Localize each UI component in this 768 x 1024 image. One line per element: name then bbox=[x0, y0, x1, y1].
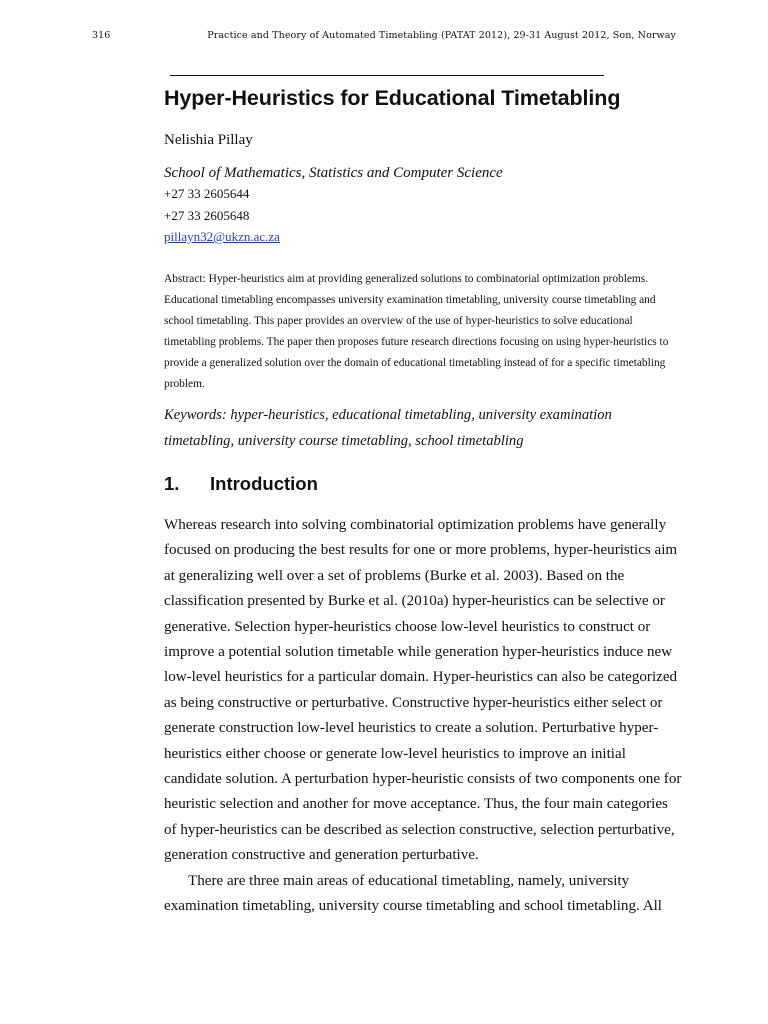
paper-content bbox=[164, 84, 684, 920]
section-body bbox=[164, 513, 684, 920]
section-number: 1. bbox=[164, 473, 180, 494]
section-heading bbox=[164, 471, 684, 497]
author-affiliation: School of Mathematics, Statistics and Computer Science bbox=[164, 165, 503, 181]
keywords: Keywords: hyper-heuristics, educational timetabling, university examination timetabling, university course timetabling, school timetabling bbox=[164, 407, 612, 449]
phone-number-1: +27 33 2605644 bbox=[164, 186, 250, 201]
conference-line: Practice and Theory of Automated Timetabling (PATAT 2012), 29-31 August 2012, Son, Norway bbox=[207, 30, 676, 41]
paper-title: Hyper-Heuristics for Educational Timetabling bbox=[164, 86, 621, 110]
phone-number-2: +27 33 2605648 bbox=[164, 208, 250, 223]
abstract: Abstract: Hyper-heuristics aim at providing generalized solutions to combinatorial optimization problems. Educational timetabling encompasses university examination timetabling, university course timetabling and school timetabling. This paper provides an overview of the use of hyper-heuristics to solve educational timetabling problems. The paper then proposes future research directions focusing on using hyper-heuristics to provide a generalized solution over the domain of educational timetabling instead of for a specific timetabling problem. bbox=[164, 273, 669, 390]
paragraph: There are three main areas of educational timetabling, namely, university examination timetabling, university course timetabling and school timetabling. All bbox=[164, 872, 662, 915]
page-number: 316 bbox=[92, 30, 111, 41]
title-rule bbox=[170, 75, 604, 76]
section-title: Introduction bbox=[210, 473, 318, 494]
author-email-link[interactable]: pillayn32@ukzn.ac.za bbox=[164, 229, 280, 244]
paragraph: Whereas research into solving combinatorial optimization problems have generally focused on producing the best results for one or more problems, hyper-heuristics aim at generalizing well over a set of problems (Burke et al. 2003). Based on the classification presented by Burke et al. (2010a) hyper-heuristics can be selective or generative. Selection hyper-heuristics choose low-level heuristics to construct or improve a potential solution timetable while generation hyper-heuristics induce new low-level heuristics for a particular domain. Hyper-heuristics can also be categorized as being constructive or perturbative. Constructive hyper-heuristics either select or generate construction low-level heuristics to create a solution. Perturbative hyper-heuristics either choose or generate low-level heuristics to improve an initial candidate solution. A perturbation hyper-heuristic consists of two components one for heuristic selection and another for move acceptance. Thus, the four main categories of hyper-heuristics can be described as selection constructive, selection perturbative, generation constructive and generation perturbative. bbox=[164, 517, 682, 864]
author-name: Nelishia Pillay bbox=[164, 132, 253, 148]
running-header bbox=[92, 30, 676, 46]
